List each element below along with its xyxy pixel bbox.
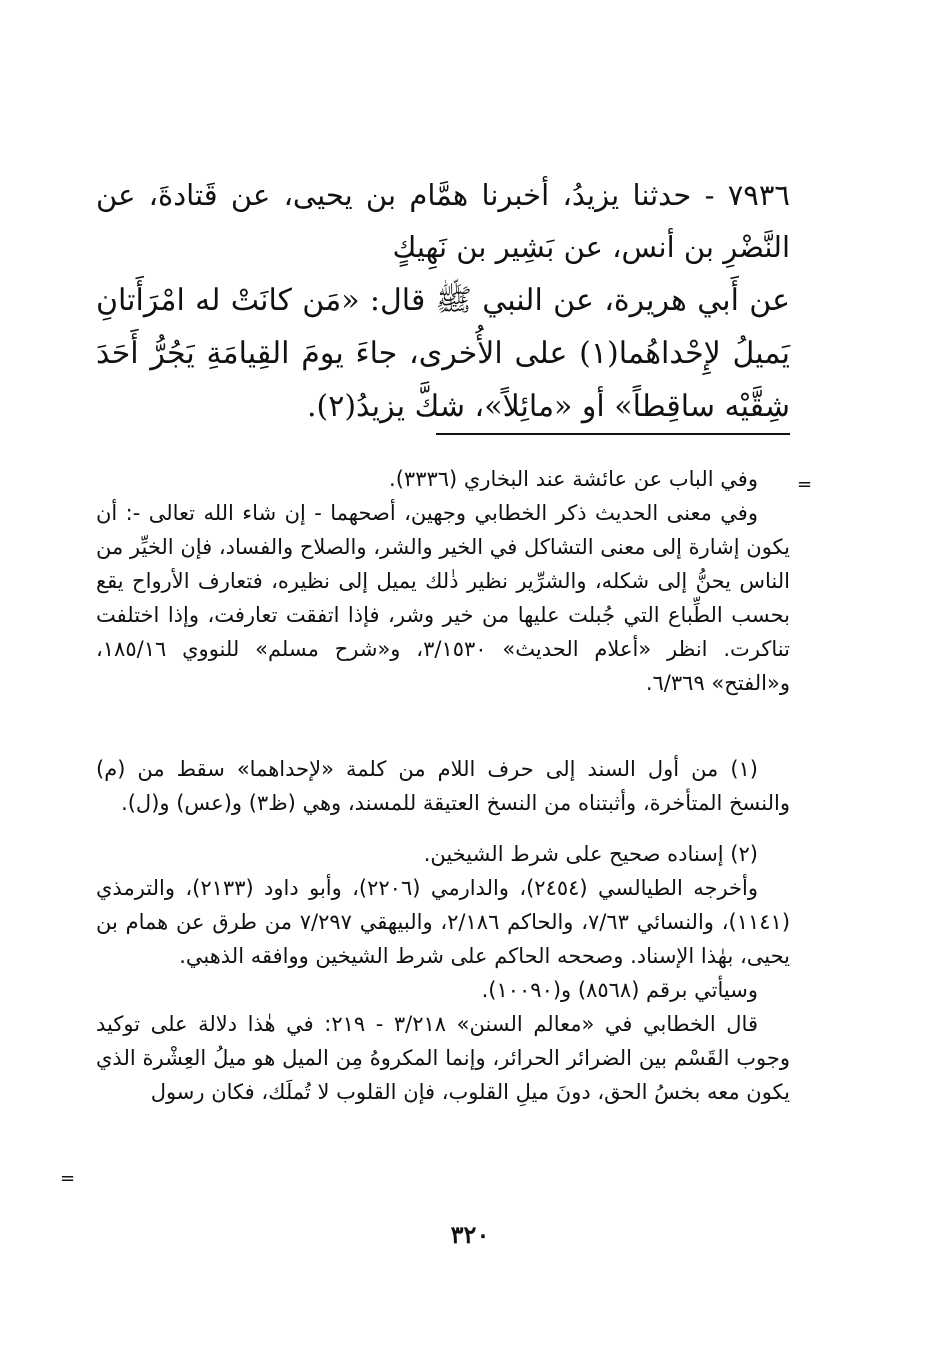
footnote-paragraph: (١) من أول السند إلى حرف اللام من كلمة «لإحداهما» سقط من (م) والنسخ المتأخرة، وأثبتناه من النسخ العتيقة للمسند، وهي (ظ٣) و(عس) و(ل). (96, 757, 790, 815)
footnote-paragraph: وسيأتي برقم (٨٥٦٨) و(١٠٠٩٠). (481, 978, 758, 1002)
page-number: ٣٢٠ (450, 1220, 490, 1249)
footnote-separator (436, 433, 790, 435)
footnote-paragraph: وأخرجه الطيالسي (٢٤٥٤)، والدارمي (٢٢٠٦)، وأبو داود (٢١٣٣)، والترمذي (١١٤١)، والنسائي ٧/٦٣، والحاكم ٢/١٨٦، والبيهقي ٧/٢٩٧ من طرق عن همام بن يحيى، بهٰذا الإسناد. وصححه الحاكم على شرط الشيخين ووافقه الذهبي. (96, 876, 791, 968)
footnote-continuation (96, 462, 790, 700)
footnote-paragraph: (٢) إسناده صحيح على شرط الشيخين. (423, 842, 758, 866)
footnote-paragraph: وفي معنى الحديث ذكر الخطابي وجهين، أصحهما - إن شاء الله تعالى -: أن يكون إشارة إلى معنى التشاكل في الخير والشر، والصلاح والفساد، فإن الخيِّر من الناس يحنُّ إلى شكله، والشرِّير نظير ذٰلك يميل إلى نظيره، فتعارف الأرواح يقع بحسب الطِّباع التي جُبلت عليها من خير وشر، فإذا اتفقت تعارفت، وإذا اختلفت تناكرت. انظر «أعلام الحديث» ٣/١٥٣٠، و«شرح مسلم» للنووي ١٨٥/١٦، و«الفتح» ٦/٣٦٩. (96, 501, 790, 695)
hadith-matn: عن أَبي هريرة، عن النبي ﷺ قال: «مَن كانَتْ له امْرَأَتانِ يَميلُ لإِحْداهُما(١) على الأُخرى، جاءَ يومَ القِيامَةِ يَجُرُّ أَحَدَ شِقَّيْه ساقِطاً» أو «مائِلاً»، شكَّ يزيدُ(٢). (96, 283, 790, 424)
footnote-2 (96, 837, 790, 1109)
continuation-marker-bottom: = (60, 1168, 76, 1189)
continuation-marker-top: = (797, 474, 813, 495)
hadith-isnad: ٧٩٣٦ - حدثنا يزيدُ، أخبرنا همَّام بن يحيى، عن قَتادةَ، عن النَّضْرِ بن أنس، عن بَشِير بن نَهِيكٍ (96, 178, 790, 264)
footnote-paragraph: وفي الباب عن عائشة عند البخاري (٣٣٣٦). (389, 467, 758, 491)
footnote-paragraph: قال الخطابي في «معالم السنن» ٣/٢١٨ - ٢١٩: في هٰذا دلالة على توكيد وجوب القَسْم بين الضرائر الحرائر، وإنما المكروهُ مِن الميل هو ميلُ العِشْرة الذي يكون معه بخسُ الحق، دونَ ميلِ القلوب، فإن القلوب لا تُملَك، فكان رسول (96, 1012, 790, 1104)
footnote-1 (96, 752, 790, 820)
